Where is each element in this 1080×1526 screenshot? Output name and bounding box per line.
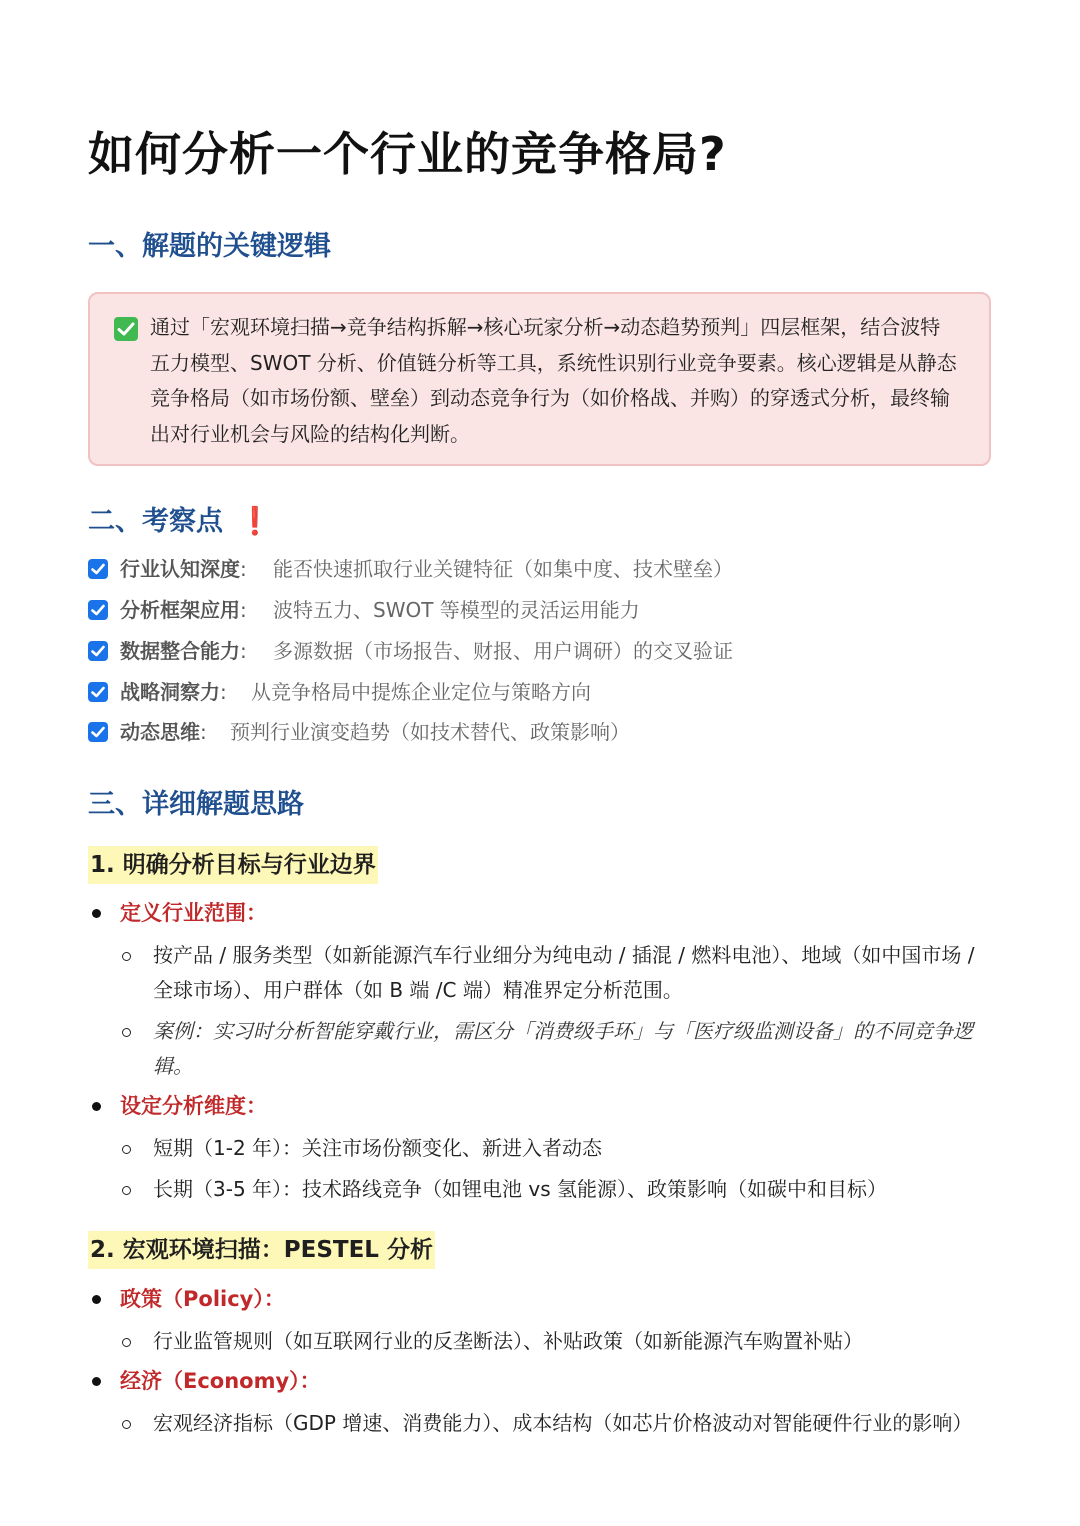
section-heading-assessment-text: 二、考察点 [88, 506, 223, 537]
checklist-label: 分析框架应用 [120, 598, 240, 622]
checklist-desc: 多源数据（市场报告、财报、用户调研）的交叉验证 [273, 639, 733, 663]
checklist-label: 行业认知深度 [120, 557, 240, 581]
step-heading-2: 2. 宏观环境扫描：PESTEL 分析 [88, 1231, 435, 1269]
checklist-desc: 波特五力、SWOT 等模型的灵活运用能力 [273, 598, 640, 622]
bullet-label: 设定分析维度： [120, 1094, 267, 1118]
sub-list-text-case: 案例：实习时分析智能穿戴行业，需区分「消费级手环」与「医疗级监测设备」的不同竞争逻辑。 [153, 1019, 973, 1078]
sub-list-text: 宏观经济指标（GDP 增速、消费能力）、成本结构（如芯片价格波动对智能硬件行业的影响） [153, 1411, 973, 1435]
bullet-label: 政策（Policy）： [120, 1287, 285, 1311]
bullet-dot-icon [92, 909, 101, 918]
checklist-label-row [120, 595, 255, 625]
step-heading-1: 1. 明确分析目标与行业边界 [88, 846, 378, 884]
checkbox-checked-icon[interactable] [88, 722, 108, 742]
bullet-dot-icon [92, 1295, 101, 1304]
hollow-bullet-icon [122, 952, 131, 961]
section-heading-approach: 三、详细解题思路 [88, 789, 304, 820]
checkbox-checked-icon[interactable] [88, 600, 108, 620]
checkbox-checked-icon[interactable] [88, 641, 108, 661]
section-heading-assessment [88, 499, 272, 538]
checklist-label-row [120, 717, 215, 747]
checklist-desc: 预判行业演变趋势（如技术替代、政策影响） [230, 720, 630, 744]
sub-list-text: 按产品 / 服务类型（如新能源汽车行业细分为纯电动 / 插混 / 燃料电池）、地域（如中国市场 / 全球市场）、用户群体（如 B 端 /C 端）精准界定分析范围。 [153, 943, 975, 1002]
page-title: 如何分析一个行业的竞争格局? [88, 127, 727, 181]
checklist-label: 动态思维 [120, 720, 200, 744]
callout-text: 通过「宏观环境扫描→竞争结构拆解→核心玩家分析→动态趋势预判」四层框架，结合波特五力模型、SWOT 分析、价值链分析等工具，系统性识别行业竞争要素。核心逻辑是从静态竞争格局（如市场份额、壁垒）到动态竞争行为（如价格战、并购）的穿透式分析，最终输出对行业机会与风险的结构化判断。 [150, 315, 957, 446]
sub-list-text: 行业监管规则（如互联网行业的反垄断法）、补贴政策（如新能源汽车购置补贴） [153, 1329, 863, 1353]
hollow-bullet-icon [122, 1338, 131, 1347]
hollow-bullet-icon [122, 1028, 131, 1037]
bullet-label: 经济（Economy）： [120, 1369, 321, 1393]
key-logic-callout [88, 292, 991, 466]
sub-list-text: 长期（3-5 年）：技术路线竞争（如锂电池 vs 氢能源）、政策影响（如碳中和目标） [153, 1177, 887, 1201]
exclamation-icon: ❗ [238, 506, 273, 537]
hollow-bullet-icon [122, 1420, 131, 1429]
hollow-bullet-icon [122, 1186, 131, 1195]
bullet-dot-icon [92, 1377, 101, 1386]
bullet-dot-icon [92, 1102, 101, 1111]
hollow-bullet-icon [122, 1145, 131, 1154]
checklist-label: 战略洞察力 [120, 680, 220, 704]
bullet-label: 定义行业范围： [120, 901, 267, 925]
section-heading-key-logic: 一、解题的关键逻辑 [88, 231, 331, 262]
sub-list-text: 短期（1-2 年）：关注市场份额变化、新进入者动态 [153, 1136, 603, 1160]
checkbox-checked-icon[interactable] [88, 559, 108, 579]
checklist-desc: 能否快速抓取行业关键特征（如集中度、技术壁垒） [273, 557, 733, 581]
checklist-label: 数据整合能力 [120, 639, 240, 663]
check-mark-button-icon [114, 317, 138, 341]
checklist-label-row [120, 636, 255, 666]
checklist-label-row [120, 554, 255, 584]
checklist-label-row [120, 677, 235, 707]
checkbox-checked-icon[interactable] [88, 682, 108, 702]
checklist-desc: 从竞争格局中提炼企业定位与策略方向 [251, 680, 591, 704]
